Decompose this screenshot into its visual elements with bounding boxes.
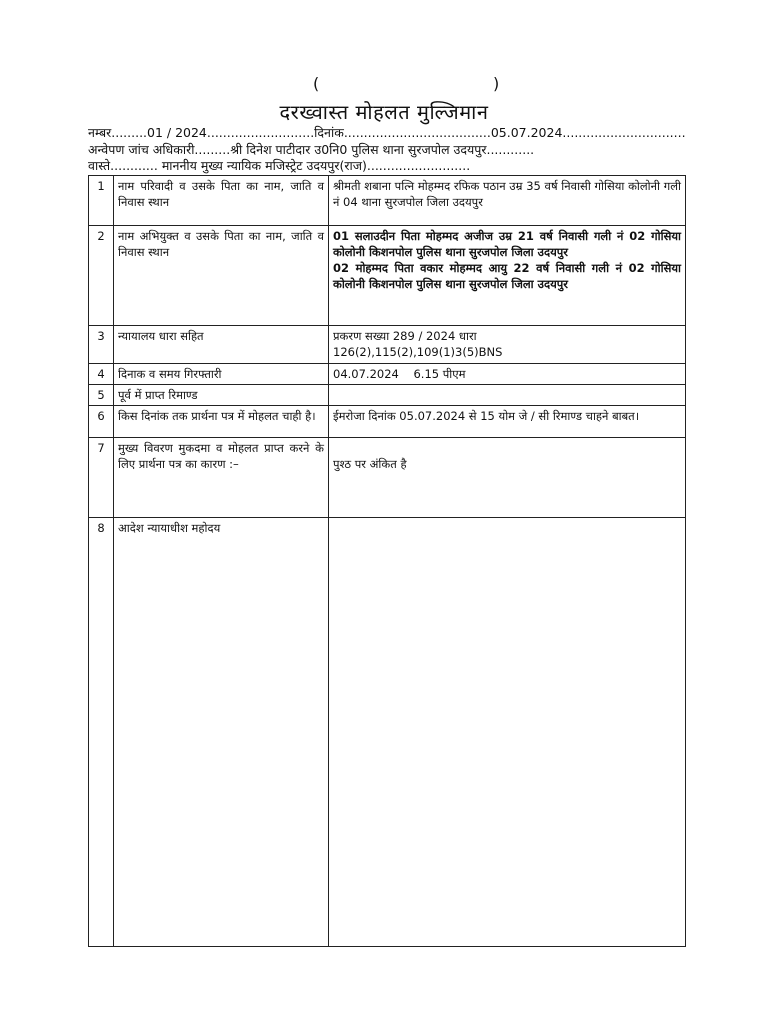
row-number: 3: [89, 326, 114, 364]
row-number: 2: [89, 226, 114, 326]
row-label: मुख्य विवरण मुकदमा व मोहलत प्राप्त करने के लिए प्रार्थना पत्र का कारण :–: [114, 438, 329, 518]
judge-order: [329, 518, 686, 947]
details-table: [88, 175, 686, 947]
complainant-details: श्रीमती शबाना पत्नि मोहम्मद रफिक पठान उम्र 35 वर्ष निवासी गोसिया कोलोनी गली नं 04 थाना सुरजपोल जिला उदयपुर: [329, 176, 686, 226]
row-label: नाम अभियुक्त व उसके पिता का नाम, जाति व निवास स्थान: [114, 226, 329, 326]
table-row: [89, 326, 686, 364]
investigating-officer-line: अन्वेपण जांच अधिकारी.........श्री दिनेश पाटीदार उ0नि0 पुलिस थाना सुरजपोल उदयपुर............: [88, 142, 535, 157]
row-label: दिनाक व समय गिरफ्तारी: [114, 364, 329, 385]
table-row: [89, 518, 686, 947]
table-row: [89, 406, 686, 438]
accused-2: 02 मोहम्मद पिता वकार मोहम्मद आयु 22 वर्ष निवासी गली नं 02 गोसिया कोलोनी किशनपोल पुलिस थाना सुरजपोल जिला उदयपुर: [333, 261, 681, 291]
number-date-line: नम्बर.........01 / 2024...........................दिनांक.....................................05.07.2024...............................: [88, 125, 686, 140]
table-row: [89, 385, 686, 406]
table-row: [89, 438, 686, 518]
accused-details: [329, 226, 686, 326]
row-number: 6: [89, 406, 114, 438]
row-label: आदेश न्यायाधीश महोदय: [114, 518, 329, 947]
row-label: न्यायालय धारा सहित: [114, 326, 329, 364]
row-number: 1: [89, 176, 114, 226]
reason-details: पुश्ठ पर अंकित है: [329, 438, 686, 518]
case-number: प्रकरण सख्या 289 / 2024 धारा: [333, 329, 477, 343]
addressee-line: वास्ते............ माननीय मुख्य न्यायिक मजिस्ट्रेट उदयपुर(राज)..........................: [88, 158, 471, 173]
row-number: 8: [89, 518, 114, 947]
table-row: [89, 176, 686, 226]
row-label: नाम परिवादी व उसके पिता का नाम, जाति व निवास स्थान: [114, 176, 329, 226]
table-row: [89, 226, 686, 326]
parenthesis-line: [0, 74, 768, 94]
arrest-date-time: 04.07.2024 6.15 पीएम: [329, 364, 686, 385]
case-section: [329, 326, 686, 364]
sections: 126(2),115(2),109(1)3(5)BNS: [333, 345, 503, 359]
close-parenthesis: ): [493, 74, 500, 93]
row-label: पूर्व में प्राप्त रिमाण्ड: [114, 385, 329, 406]
row-number: 4: [89, 364, 114, 385]
accused-1: 01 सलाउदीन पिता मोहम्मद अजीज उम्र 21 वर्ष निवासी गली नं 02 गोसिया कोलोनी किशनपोल पुलिस थाना सुरजपोल जिला उदयपुर: [333, 229, 681, 259]
previous-remand: [329, 385, 686, 406]
row-label: किस दिनांक तक प्रार्थना पत्र में मोहलत चाही है।: [114, 406, 329, 438]
row-number: 5: [89, 385, 114, 406]
table-row: [89, 364, 686, 385]
row-number: 7: [89, 438, 114, 518]
document-title: दरख्वास्त मोहलत मुल्जिमान: [279, 100, 489, 124]
remand-request: ईमरोजा दिनांक 05.07.2024 से 15 योम जे / सी रिमाण्ड चाहने बाबत।: [329, 406, 686, 438]
open-parenthesis: (: [313, 74, 320, 93]
